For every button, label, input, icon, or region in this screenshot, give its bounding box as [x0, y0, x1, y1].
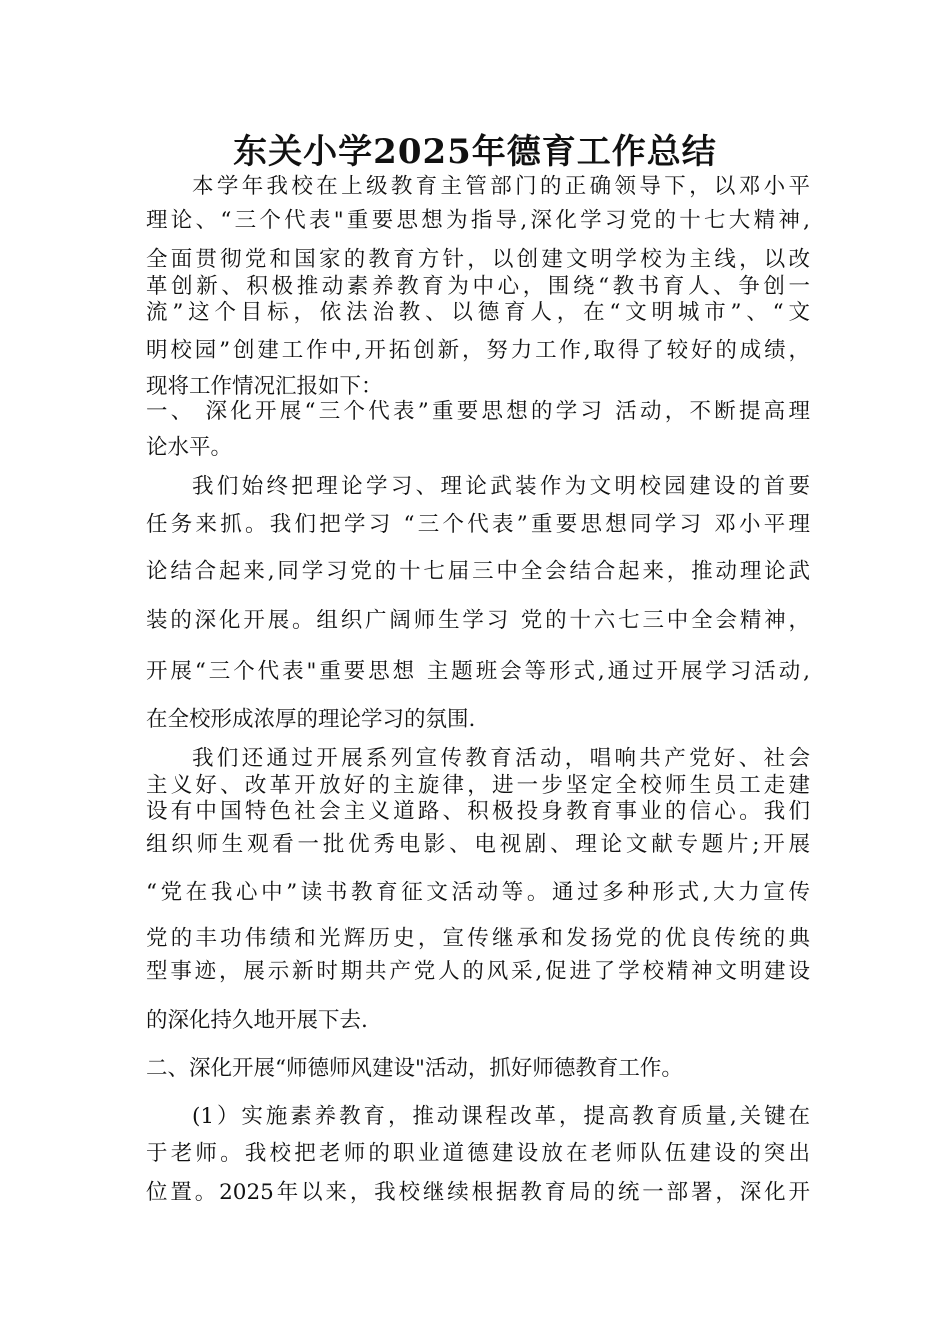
body-line: 位置。2025年以来，我校继续根据教育局的统一部署，深化开	[146, 1180, 810, 1205]
body-line: 全面贯彻党和国家的教育方针，以创建文明学校为主线，以改	[146, 247, 810, 272]
body-line: 在全校形成浓厚的理论学习的氛围.	[146, 707, 476, 732]
body-line: 型事迹，展示新时期共产党人的风采,促进了学校精神文明建设	[146, 959, 810, 984]
body-line: 理论、“三个代表"重要思想为指导,深化学习党的十七大精神,	[146, 208, 810, 233]
body-line: 主义好、改革开放好的主旋律，进一步坚定全校师生员工走建	[146, 773, 810, 798]
section-heading: 二、深化开展“师德师风建设"活动，抓好师德教育工作。	[146, 1056, 683, 1081]
body-line: 任务来抓。我们把学习 “三个代表”重要思想同学习 邓小平理	[146, 512, 810, 537]
body-line: 论结合起来,同学习党的十七届三中全会结合起来，推动理论武	[146, 559, 810, 584]
body-line: 开展“三个代表"重要思想 主题班会等形式,通过开展学习活动,	[146, 659, 810, 684]
body-line: 本学年我校在上级教育主管部门的正确领导下，以邓小平	[192, 174, 810, 199]
body-line: (1）实施素养教育，推动课程改革，提高教育质量,关键在	[192, 1104, 810, 1129]
body-line: 革创新、积极推动素养教育为中心，围绕“教书育人、争创一	[146, 274, 810, 299]
body-line: 流”这个目标，依法治教、以德育人，在“文明城市”、“文	[146, 300, 810, 325]
body-line: 设有中国特色社会主义道路、积极投身教育事业的信心。我们	[146, 799, 810, 824]
section-heading: 一、 深化开展“三个代表”重要思想的学习 活动，不断提高理	[146, 399, 810, 424]
body-line: 组织师生观看一批优秀电影、电视剧、理论文献专题片;开展	[146, 832, 810, 857]
body-line: 于老师。我校把老师的职业道德建设放在老师队伍建设的突出	[146, 1141, 810, 1166]
body-line: 我们始终把理论学习、理论武装作为文明校园建设的首要	[192, 474, 810, 499]
body-line: “党在我心中”读书教育征文活动等。通过多种形式,大力宣传	[146, 880, 810, 905]
body-line: 的深化持久地开展下去.	[146, 1008, 368, 1033]
body-line: 装的深化开展。组织广阔师生学习 党的十六七三中全会精神，	[146, 608, 810, 633]
body-line: 党的丰功伟绩和光辉历史，宣传继承和发扬党的优良传统的典	[146, 926, 810, 951]
body-line: 明校园”创建工作中,开拓创新，努力工作,取得了较好的成绩，	[146, 338, 810, 363]
body-line: 我们还通过开展系列宣传教育活动，唱响共产党好、社会	[192, 746, 810, 771]
document-title: 东关小学2025年德育工作总结	[233, 132, 717, 172]
section-heading: 论水平。	[146, 435, 233, 460]
body-line: 现将工作情况汇报如下：	[146, 374, 383, 399]
